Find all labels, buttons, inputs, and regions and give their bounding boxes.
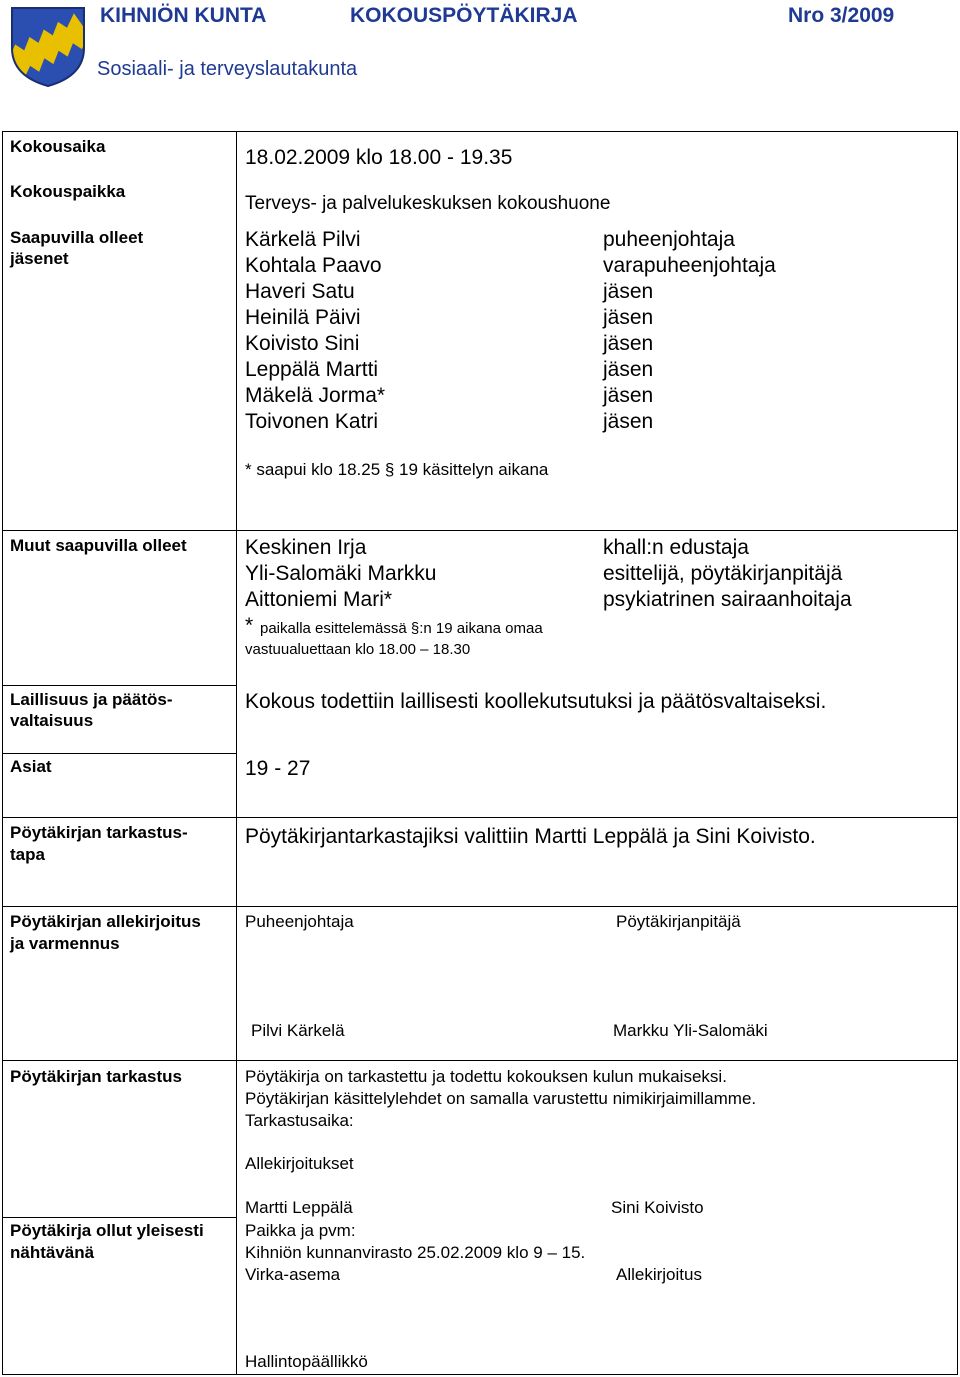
- members-label-line2: jäsenet: [10, 249, 69, 268]
- public-label-line2: nähtävänä: [10, 1243, 95, 1262]
- review-line3: Tarkastusaika:: [245, 1111, 354, 1130]
- public-label-line1: Pöytäkirja ollut yleisesti: [10, 1221, 204, 1240]
- others-label: Muut saapuvilla olleet: [10, 536, 187, 555]
- signature-label-line1: Pöytäkirjan allekirjoitus: [10, 912, 201, 931]
- member-role: jäsen: [603, 306, 654, 329]
- public-place-value: Kihniön kunnanvirasto 25.02.2009 klo 9 – 15.: [245, 1243, 586, 1262]
- document-number: Nro 3/2009: [788, 4, 895, 27]
- member-name: Kärkelä Pilvi: [245, 228, 361, 251]
- member-role: jäsen: [603, 384, 654, 407]
- member-name: Haveri Satu: [245, 280, 355, 303]
- coat-of-arms-icon: [8, 4, 88, 88]
- review-label: Pöytäkirjan tarkastus: [10, 1067, 182, 1086]
- others-note-line2: vastuualuettaan klo 18.00 – 18.30: [245, 641, 471, 658]
- member-name: Koivisto Sini: [245, 332, 360, 355]
- member-name: Kohtala Paavo: [245, 254, 382, 277]
- secretary-title: Pöytäkirjanpitäjä: [616, 912, 741, 931]
- members-label-line1: Saapuvilla olleet: [10, 228, 144, 247]
- reviewer1-name: Martti Leppälä: [245, 1198, 353, 1217]
- review-method-label-line2: tapa: [10, 845, 45, 864]
- review-method-value: Pöytäkirjantarkastajiksi valittiin Martti Leppälä ja Sini Koivisto.: [245, 825, 816, 848]
- other-role: psykiatrinen sairaanhoitaja: [603, 588, 852, 611]
- committee-name: Sosiaali- ja terveyslautakunta: [97, 58, 358, 80]
- matters-value: 19 - 27: [245, 757, 311, 780]
- chair-title: Puheenjohtaja: [245, 912, 354, 931]
- members-note: * saapui klo 18.25 § 19 käsittelyn aikana: [245, 460, 549, 479]
- member-role: jäsen: [603, 332, 654, 355]
- member-role: varapuheenjohtaja: [603, 254, 776, 277]
- meeting-time-label: Kokousaika: [10, 137, 106, 156]
- meeting-place-label: Kokouspaikka: [10, 182, 126, 201]
- public-position-value: Hallintopäällikkö: [245, 1352, 368, 1371]
- legality-label-line2: valtaisuus: [10, 711, 94, 730]
- member-name: Heinilä Päivi: [245, 306, 361, 329]
- document-type: KOKOUSPÖYTÄKIRJA: [350, 4, 578, 27]
- review-line2: Pöytäkirjan käsittelylehdet on samalla varustettu nimikirjaimillamme.: [245, 1089, 757, 1108]
- signatures-label: Allekirjoitukset: [245, 1154, 354, 1173]
- member-role: jäsen: [603, 358, 654, 381]
- member-role: jäsen: [603, 280, 654, 303]
- public-position-label: Virka-asema: [245, 1265, 341, 1284]
- meeting-place-value: Terveys- ja palvelukeskuksen kokoushuone: [245, 193, 611, 214]
- public-place-label: Paikka ja pvm:: [245, 1221, 356, 1240]
- reviewer2-name: Sini Koivisto: [611, 1198, 704, 1217]
- meeting-time-value: 18.02.2009 klo 18.00 - 19.35: [245, 146, 513, 169]
- municipality-name: KIHNIÖN KUNTA: [100, 4, 267, 27]
- other-name: Aittoniemi Mari*: [245, 588, 393, 611]
- member-name: Toivonen Katri: [245, 410, 379, 433]
- matters-label: Asiat: [10, 757, 52, 776]
- other-role: esittelijä, pöytäkirjanpitäjä: [603, 562, 843, 585]
- member-role: jäsen: [603, 410, 654, 433]
- other-role: khall:n edustaja: [603, 536, 749, 559]
- member-name: Leppälä Martti: [245, 358, 379, 381]
- signature-label-line2: ja varmennus: [10, 934, 120, 953]
- member-name: Mäkelä Jorma*: [245, 384, 386, 407]
- other-name: Keskinen Irja: [245, 536, 367, 559]
- review-method-label-line1: Pöytäkirjan tarkastus-: [10, 823, 188, 842]
- review-line1: Pöytäkirja on tarkastettu ja todettu kokouksen kulun mukaiseksi.: [245, 1067, 727, 1086]
- legality-label-line1: Laillisuus ja päätös-: [10, 690, 173, 709]
- others-note-star: *: [245, 614, 254, 637]
- legality-value: Kokous todettiin laillisesti koollekutsutuksi ja päätösvaltaiseksi.: [245, 690, 827, 713]
- chair-name: Pilvi Kärkelä: [251, 1021, 345, 1040]
- other-name: Yli-Salomäki Markku: [245, 562, 437, 585]
- member-role: puheenjohtaja: [603, 228, 735, 251]
- others-note-line1: paikalla esittelemässä §:n 19 aikana omaa: [260, 620, 543, 637]
- secretary-name: Markku Yli-Salomäki: [613, 1021, 768, 1040]
- public-signature-label: Allekirjoitus: [616, 1265, 702, 1284]
